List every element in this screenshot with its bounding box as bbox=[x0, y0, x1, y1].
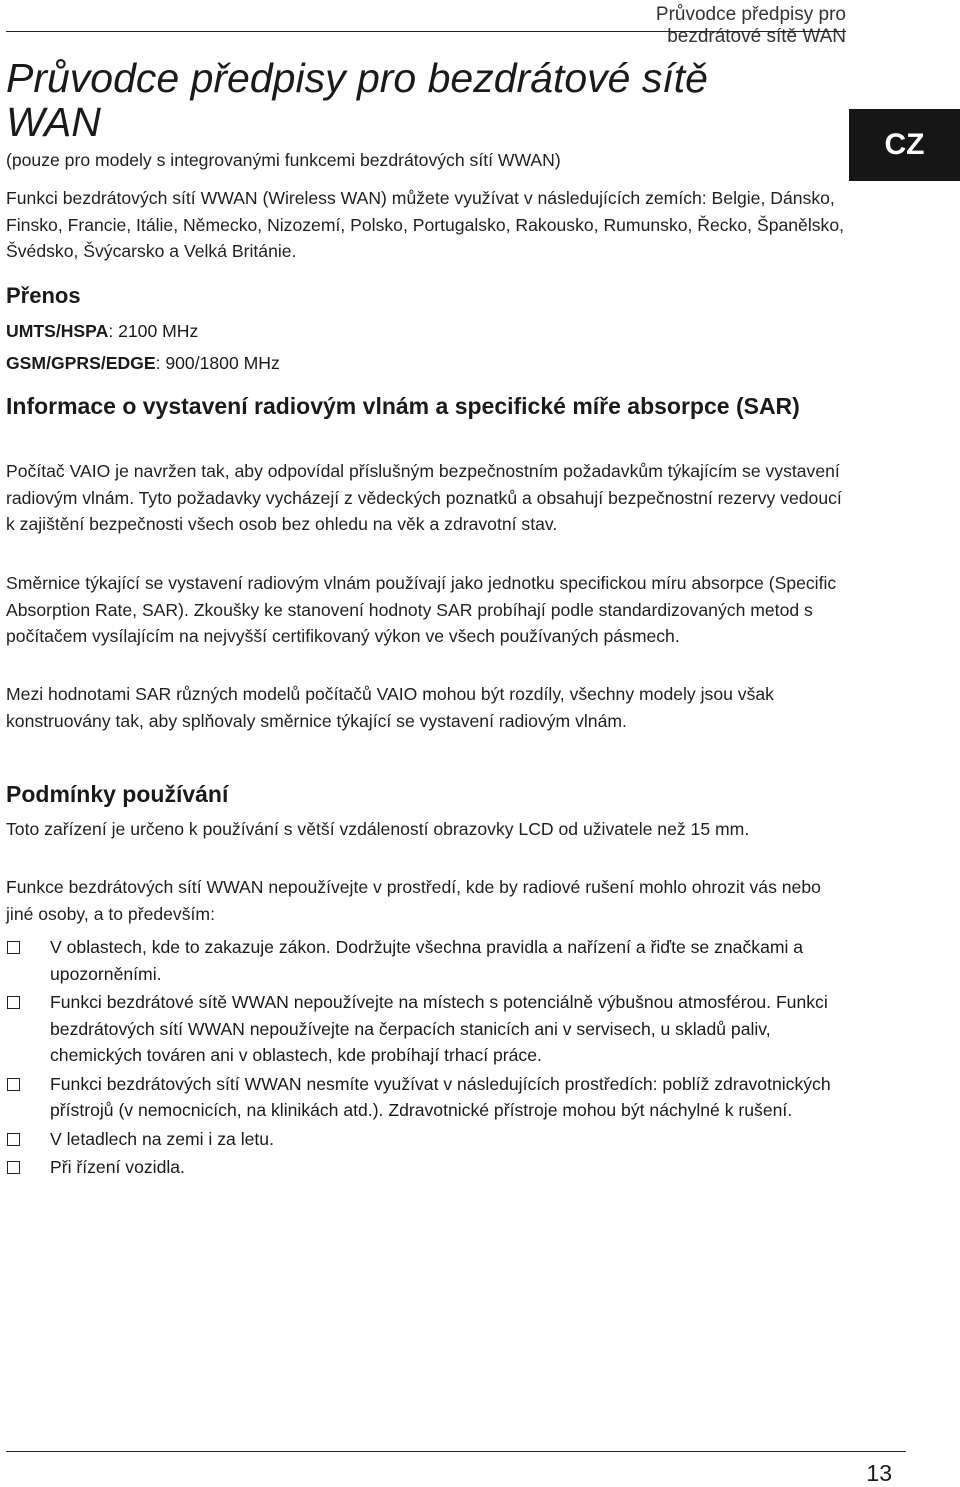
page-subtitle: (pouze pro modely s integrovanými funkcemi bezdrátových sítí WWAN) bbox=[6, 150, 561, 170]
spec-umts-label: UMTS/HSPA bbox=[6, 321, 109, 341]
footer-divider bbox=[6, 1451, 906, 1452]
conditions-heading: Podmínky používání bbox=[6, 781, 229, 807]
spec-umts bbox=[6, 318, 198, 344]
checkbox-bullet-icon bbox=[7, 1133, 20, 1146]
list-item-text: V oblastech, kde to zakazuje zákon. Dodržujte všechna pravidla a nařízení a řiďte se značkami a upozorněními. bbox=[50, 937, 804, 984]
header-divider bbox=[6, 31, 846, 32]
list-item bbox=[6, 1126, 846, 1153]
page-title-line2: WAN bbox=[6, 99, 101, 145]
list-item bbox=[6, 1071, 846, 1124]
sar-paragraph-2: Směrnice týkající se vystavení radiovým vlnám používají jako jednotku specifickou míru absorpce (Specific Absorption Rate, SAR). Zkoušky ke stanovení hodnoty SAR probíhají podle standardizovaných metod s počítačem vysílajícím na nejvyšší certifikovaný výkon ve všech používaných pásmech. bbox=[6, 573, 837, 646]
list-item bbox=[6, 989, 846, 1069]
page-number: 13 bbox=[866, 1460, 892, 1486]
sar-paragraph-3: Mezi hodnotami SAR různých modelů počítačů VAIO mohou být rozdíly, všechny modely jsou však konstruovány tak, aby splňovaly směrnice týkající se vystavení radiovým vlnám. bbox=[6, 684, 774, 731]
list-item-text: Při řízení vozidla. bbox=[50, 1157, 185, 1177]
checkbox-bullet-icon bbox=[7, 941, 20, 954]
conditions-list bbox=[6, 934, 846, 1183]
sar-heading: Informace o vystavení radiovým vlnám a specifické míře absorpce (SAR) bbox=[6, 393, 800, 419]
spec-gsm-value: : 900/1800 MHz bbox=[155, 353, 280, 373]
running-header: Průvodce předpisy pro bezdrátové sítě WAN bbox=[655, 4, 846, 47]
list-item-text: Funkci bezdrátové sítě WWAN nepoužívejte na místech s potenciálně výbušnou atmosférou. Funkci bezdrátových sítí WWAN nepoužívejte na čerpacích stanicích ani v servisech, u skladů paliv, chemických továren ani v oblastech, kde probíhají trhací práce. bbox=[50, 992, 828, 1065]
page-title bbox=[6, 56, 846, 144]
sar-paragraph-1: Počítač VAIO je navržen tak, aby odpovídal příslušným bezpečnostním požadavkům týkajícím se vystavení radiovým vlnám. Tyto požadavky vycházejí z vědeckých poznatků a obsahují bezpečnostní rezervy vedoucí k zajištění bezpečnosti všech osob bez ohledu na věk a zdravotní stav. bbox=[6, 461, 842, 534]
transmission-heading: Přenos bbox=[6, 283, 81, 308]
list-item bbox=[6, 1154, 846, 1181]
page-title-line1: Průvodce předpisy pro bezdrátové sítě bbox=[6, 55, 708, 101]
checkbox-bullet-icon bbox=[7, 996, 20, 1009]
list-item bbox=[6, 934, 846, 987]
conditions-paragraph-2: Funkce bezdrátových sítí WWAN nepoužívejte v prostředí, kde by radiové rušení mohlo ohrozit vás nebo jiné osoby, a to především: bbox=[6, 877, 821, 924]
checkbox-bullet-icon bbox=[7, 1161, 20, 1174]
language-tab: CZ bbox=[849, 109, 960, 181]
spec-gsm-label: GSM/GPRS/EDGE bbox=[6, 353, 156, 373]
spec-umts-value: : 2100 MHz bbox=[108, 321, 199, 341]
list-item-text: V letadlech na zemi i za letu. bbox=[50, 1128, 274, 1149]
spec-gsm bbox=[6, 350, 280, 376]
intro-paragraph: Funkci bezdrátových sítí WWAN (Wireless WAN) můžete využívat v následujících zemích: Belgie, Dánsko, Finsko, Francie, Itálie, Německo, Nizozemí, Polsko, Portugalsko, Rakousko, Rumunsko, Řecko, Španělsko, Švédsko, Švýcarsko a Velká Británie. bbox=[6, 188, 845, 261]
conditions-paragraph-1: Toto zařízení je určeno k používání s větší vzdáleností obrazovky LCD od uživatele než 15 mm. bbox=[6, 819, 750, 839]
list-item-text: Funkci bezdrátových sítí WWAN nesmíte využívat v následujících prostředích: poblíž zdravotnických přístrojů (v nemocnicích, na klinikách atd.). Zdravotnické přístroje mohou být náchylné k rušení. bbox=[50, 1073, 831, 1120]
checkbox-bullet-icon bbox=[7, 1078, 20, 1091]
